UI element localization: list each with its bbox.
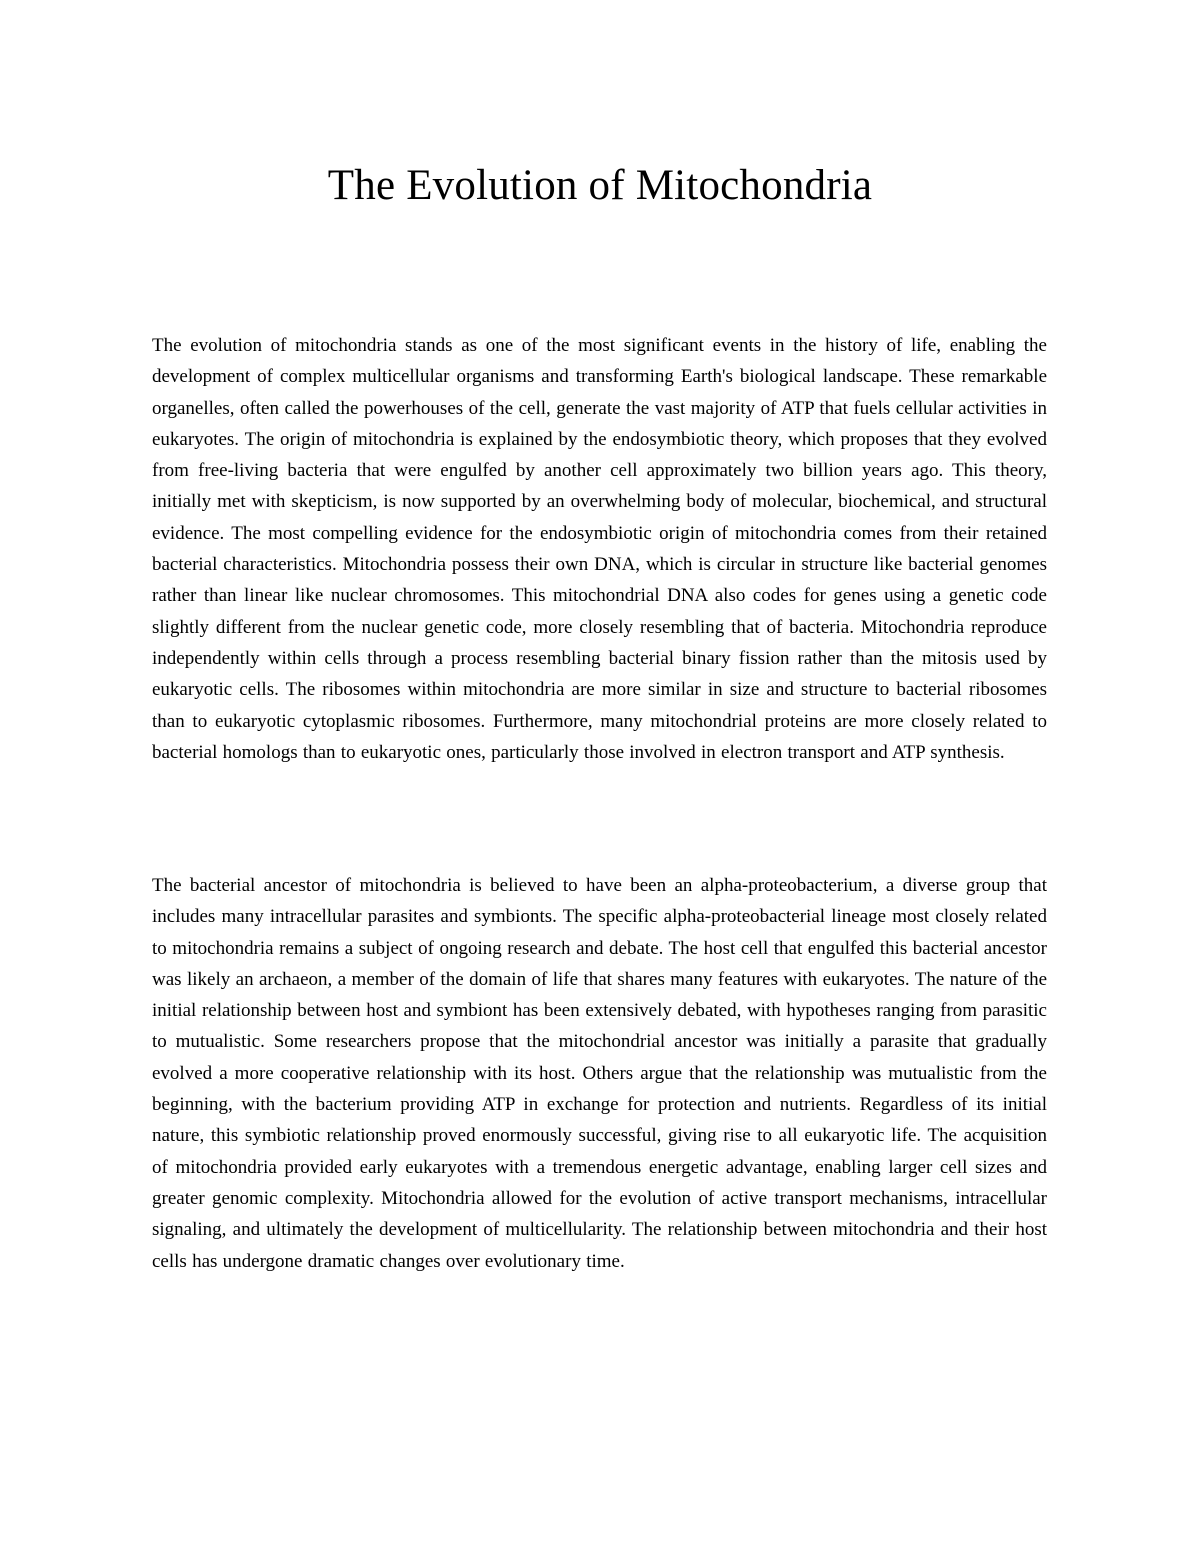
- body-paragraph: The evolution of mitochondria stands as one of the most significant events in the history of life, enabling the development of complex multicellular organisms and transforming Earth's biological landscape. These remarkable organelles, often called the powerhouses of the cell, generate the vast majority of ATP that fuels cellular activities in eukaryotes. The origin of mitochondria is explained by the endosymbiotic theory, which proposes that they evolved from free-living bacteria that were engulfed by another cell approximately two billion years ago. This theory, initially met with skepticism, is now supported by an overwhelming body of molecular, biochemical, and structural evidence. The most compelling evidence for the endosymbiotic origin of mitochondria comes from their retained bacterial characteristics. Mitochondria possess their own DNA, which is circular in structure like bacterial genomes rather than linear like nuclear chromosomes. This mitochondrial DNA also codes for genes using a genetic code slightly different from the nuclear genetic code, more closely resembling that of bacteria. Mitochondria reproduce independently within cells through a process resembling bacterial binary fission rather than the mitosis used by eukaryotic cells. The ribosomes within mitochondria are more similar in size and structure to bacterial ribosomes than to eukaryotic cytoplasmic ribosomes. Furthermore, many mitochondrial proteins are more closely related to bacterial homologs than to eukaryotic ones, particularly those involved in electron transport and ATP synthesis.: [152, 335, 1047, 763]
- document-title: The Evolution of Mitochondria: [327, 162, 873, 209]
- body-paragraph: The bacterial ancestor of mitochondria is believed to have been an alpha-proteobacterium, a diverse group that includes many intracellular parasites and symbionts. The specific alpha-proteobacterial lineage most closely related to mitochondria remains a subject of ongoing research and debate. The host cell that engulfed this bacterial ancestor was likely an archaeon, a member of the domain of life that shares many features with eukaryotes. The nature of the initial relationship between host and symbiont has been extensively debated, with hypotheses ranging from parasitic to mutualistic. Some researchers propose that the mitochondrial ancestor was initially a parasite that gradually evolved a more cooperative relationship with its host. Others argue that the relationship was mutualistic from the beginning, with the bacterium providing ATP in exchange for protection and nutrients. Regardless of its initial nature, this symbiotic relationship proved enormously successful, giving rise to all eukaryotic life. The acquisition of mitochondria provided early eukaryotes with a tremendous energetic advantage, enabling larger cell sizes and greater genomic complexity. Mitochondria allowed for the evolution of active transport mechanisms, intracellular signaling, and ultimately the development of multicellularity. The relationship between mitochondria and their host cells has undergone dramatic changes over evolutionary time.: [152, 875, 1047, 1272]
